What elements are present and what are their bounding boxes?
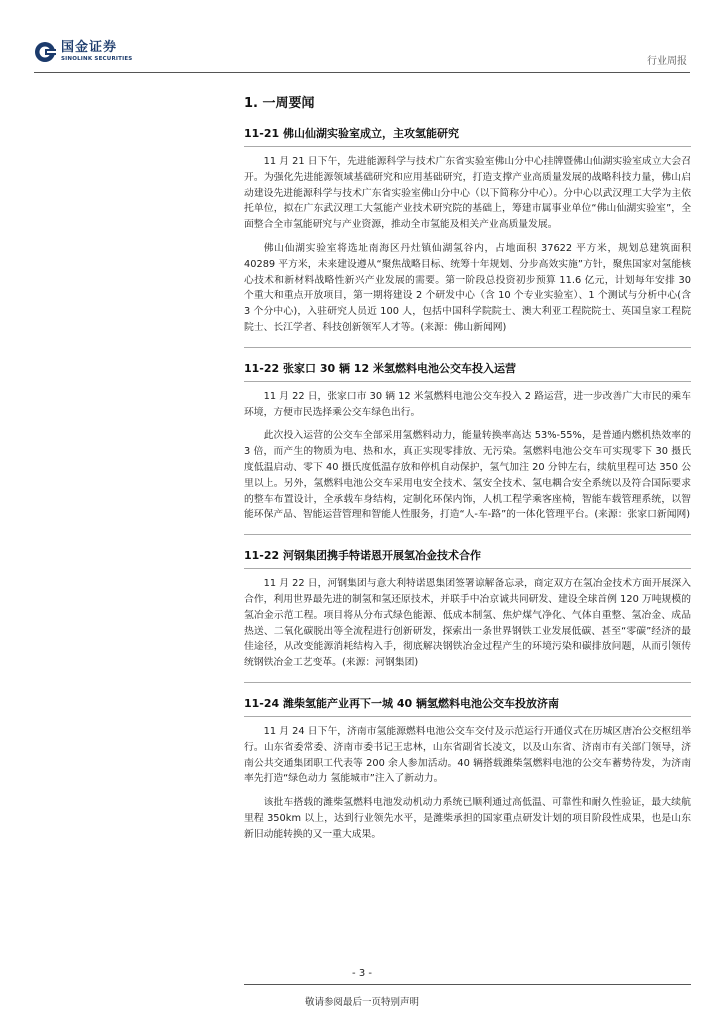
disclaimer-note: 敬请参阅最后一页特别声明	[304, 997, 419, 1008]
news-article	[244, 695, 691, 854]
page-number: - 3 -	[352, 968, 372, 979]
footer-divider	[244, 984, 691, 985]
article-paragraph: 佛山仙湖实验室将选址南海区丹灶镇仙湖氢谷内，占地面积 37622 平方米，规划总建筑面积 40289 平方米，未来建设遵从“聚焦战略目标、统筹十年规划、分步高效实施”方针，聚焦国家对氢能核心技术和新材料战略性新兴产业发展的需要。第一阶段总投资初步预算 11.6 亿元，计划每年安排 30 个重大和重点开放项目，第一期将建设 2 个研发中心（含 10 个专业实验室）、1 个测试与分析中心(含 3 个分中心)，入驻研究人员近 100 人，包括中国科学院院士、澳大利亚工程院院士、英国皇家工程院院士、长江学者、科技创新领军人才等。(来源：佛山新闻网)	[244, 242, 691, 333]
logo-emblem-icon	[34, 41, 56, 63]
page-footer	[0, 968, 724, 1008]
article-body	[244, 724, 691, 854]
article-title: 11-24 潍柴氢能产业再下一城 40 辆氢燃料电池公交车投放济南	[244, 695, 691, 717]
article-title: 11-21 佛山仙湖实验室成立，主攻氢能研究	[244, 125, 691, 147]
article-body	[244, 389, 691, 535]
article-paragraph: 11 月 21 日下午，先进能源科学与技术广东省实验室佛山分中心挂牌暨佛山仙湖实验室成立大会召开。为强化先进能源领域基础研究和应用基础研究，打造支撑产业高质量发展的战略科技力量，佛山启动建设先进能源科学与技术广东省实验室佛山分中心（以下简称分中心）。分中心以武汉理工大学为主依托单位，拟在广东武汉理工大氢能产业技术研究院的基础上，筹建市属事业单位“佛山仙湖实验室”，全面整合全市氢能研究与产业资源，推动全市氢能及相关产业高质量发展。	[244, 156, 691, 231]
page-header	[0, 0, 724, 80]
article-paragraph: 11 月 22 日，河钢集团与意大利特诺恩集团签署谅解备忘录，商定双方在氢冶金技术方面开展深入合作，利用世界最先进的制氢和氢还原技术，并联手中冶京诚共同研发、建设全球首例 120 万吨规模的氢冶金示范工程。项目将从分布式绿色能源、低成本制氢、焦炉煤气净化、气体自重整、氢冶金、成品热送、二氧化碳脱出等全流程进行创新研发，探索出一条世界钢铁工业发展低碳、甚至“零碳”经济的最佳途径，从改变能源消耗结构入手，彻底解决钢铁冶金过程产生的环境污染和碳排放问题，从而引领传统钢铁冶金工艺变革。(来源：河钢集团)	[244, 578, 691, 669]
document-type: 行业周报	[647, 56, 687, 67]
article-paragraph: 该批车搭载的潍柴氢燃料电池发动机动力系统已顺利通过高低温、可靠性和耐久性验证，最大续航里程 350km 以上，达到行业领先水平，是潍柴承担的国家重点研发计划的项目阶段性成果，也是山东新旧动能转换的又一重大成果。	[244, 797, 691, 840]
main-content	[244, 88, 691, 866]
news-article	[244, 125, 691, 348]
logo-chinese-name: 国金证券	[61, 40, 118, 55]
article-paragraph: 11 月 24 日下午，济南市氢能源燃料电池公交车交付及示范运行开通仪式在历城区唐冶公交枢纽举行。山东省委常委、济南市委书记王忠林，山东省副省长凌文，以及山东省、济南市有关部门领导，济南公共交通集团职工代表等 200 余人参加活动。40 辆搭载潍柴氢燃料电池的公交车蓄势待发，为济南率先打造“绿色动力 氢能城市”注入了新动力。	[244, 725, 691, 785]
article-title: 11-22 张家口 30 辆 12 米氢燃料电池公交车投入运营	[244, 360, 691, 382]
article-paragraph: 此次投入运营的公交车全部采用氢燃料动力，能量转换率高达 53%-55%，是普通内燃机热效率的 3 倍，而产生的物质为电、热和水，真正实现零排放、无污染。氢燃料电池公交车可实现零下 30 摄氏度低温启动、零下 40 摄氏度低温存放和停机自动保护，氢气加注 20 分钟左右，续航里程可达 350 公里以上。另外，氢燃料电池公交车采用电安全技术、氢安全技术、氢电耦合安全系统以及符合国际要求的整车布置设计，全承载车身结构，定制化环保内饰，人机工程学乘客座椅，智能车载管理系统，以智能环保产品、智能运营管理和智能人性服务，打造“人-车-路”的一体化管理平台。(来源：张家口新闻网)	[244, 430, 691, 521]
article-body	[244, 576, 691, 683]
company-logo	[34, 41, 132, 63]
article-title: 11-22 河钢集团携手特诺恩开展氢冶金技术合作	[244, 547, 691, 569]
article-paragraph: 11 月 22 日，张家口市 30 辆 12 米氢燃料电池公交车投入 2 路运营，进一步改善广大市民的乘车环境，方便市民选择乘公交车绿色出行。	[244, 390, 691, 418]
section-title: 1. 一周要闻	[244, 96, 315, 111]
article-body	[244, 154, 691, 348]
news-article	[244, 547, 691, 683]
header-divider	[34, 72, 690, 73]
news-article	[244, 360, 691, 535]
logo-english-name: SINOLINK SECURITIES	[61, 56, 133, 62]
